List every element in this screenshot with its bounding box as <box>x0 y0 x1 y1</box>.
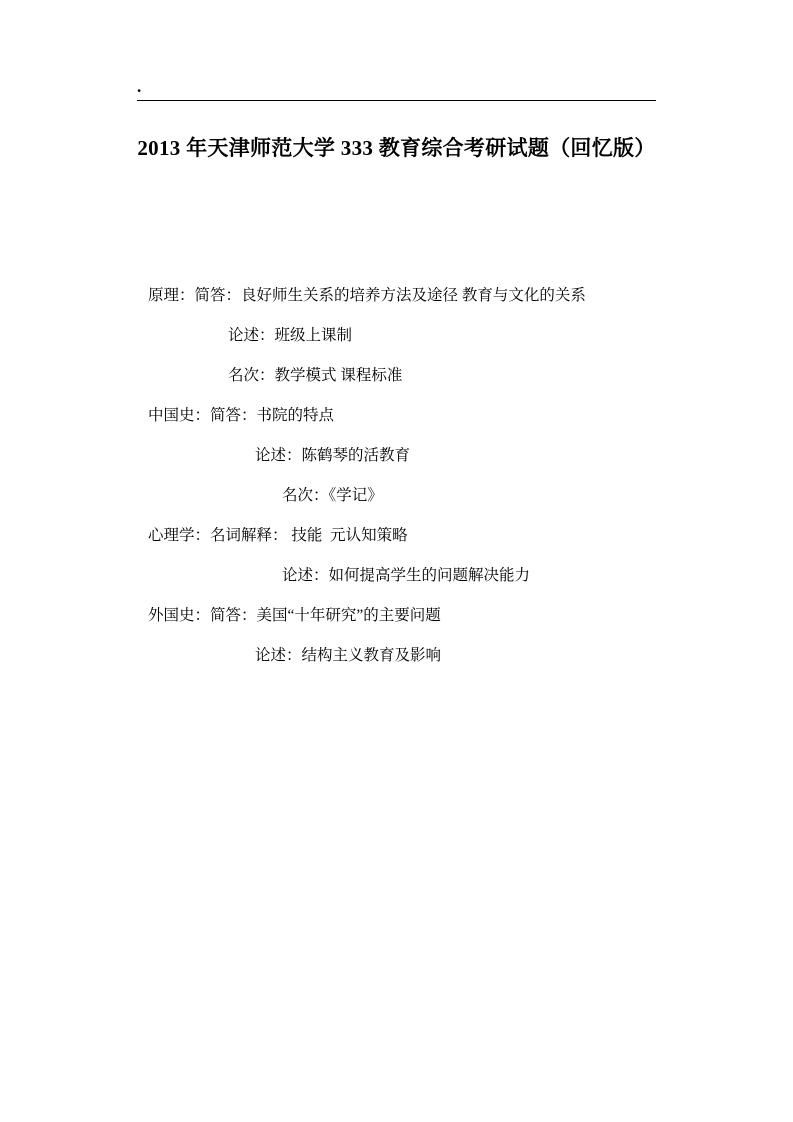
body-line-text: 中国史：简答：书院的特点 <box>148 407 335 424</box>
body-line <box>0 436 793 476</box>
body-line <box>0 356 793 396</box>
body-line-text: 名次：《学记》 <box>282 487 383 504</box>
body-line-text: 论述：班级上课制 <box>228 327 353 344</box>
body-line <box>0 636 793 676</box>
body-line-text: 原理：简答：良好师生关系的培养方法及途径 教育与文化的关系 <box>148 287 586 304</box>
body-line-text: 外国史：简答：美国“十年研究”的主要问题 <box>148 607 441 624</box>
body-line-text: 论述：如何提高学生的问题解决能力 <box>282 567 531 584</box>
body-line <box>0 316 793 356</box>
top-bullet-mark: . <box>137 77 142 96</box>
body-line <box>0 556 793 596</box>
body-line <box>0 396 793 436</box>
page-title: 2013 年天津师范大学 333 教育综合考研试题（回忆版） <box>137 136 656 161</box>
body-line-text: 论述：陈鹤琴的活教育 <box>255 447 411 464</box>
body-line <box>0 476 793 516</box>
header-divider <box>137 100 656 101</box>
body-line <box>0 516 793 556</box>
body-line-text: 名次：教学模式 课程标准 <box>228 367 403 384</box>
body-line <box>0 596 793 636</box>
document-body <box>0 276 793 676</box>
body-line <box>0 276 793 316</box>
body-line-text: 心理学：名词解释： 技能 元认知策略 <box>148 527 408 544</box>
body-line-text: 论述：结构主义教育及影响 <box>255 647 442 664</box>
